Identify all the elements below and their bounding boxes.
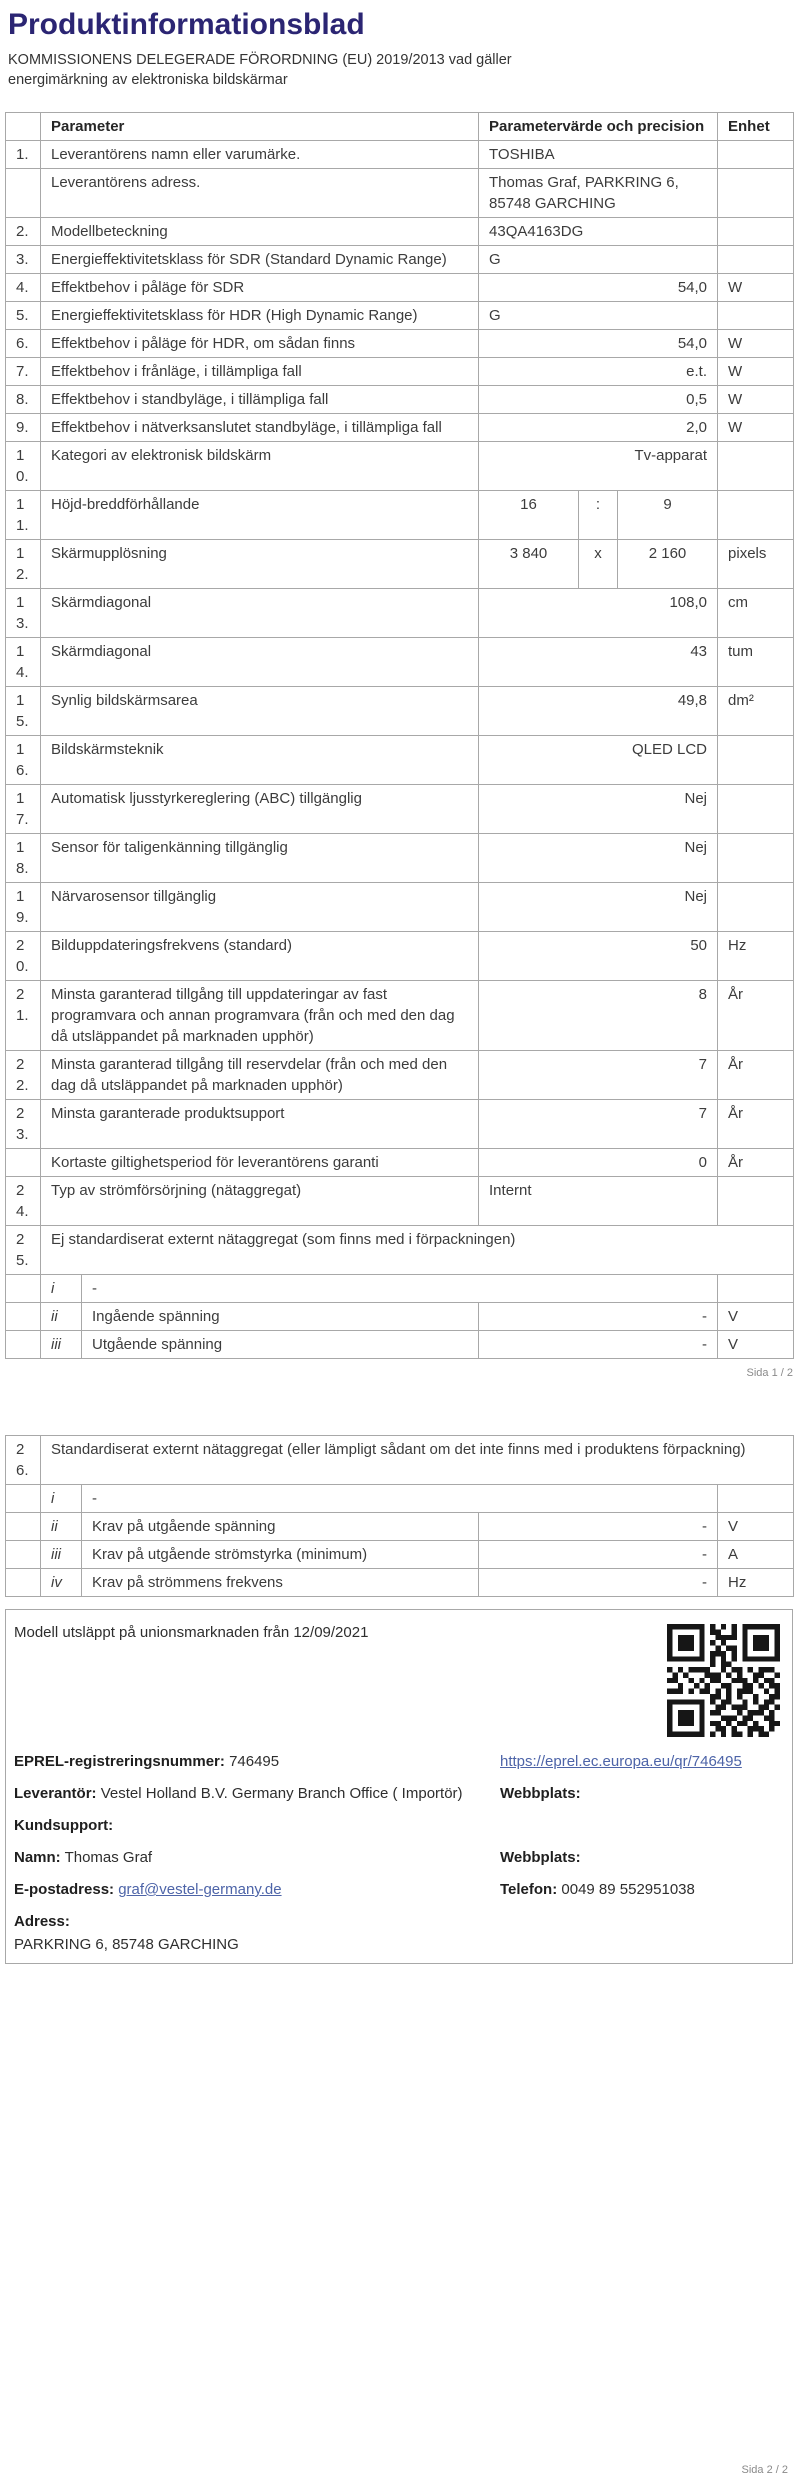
param-unit [718,785,794,834]
param-unit [718,218,794,246]
param-unit [718,736,794,785]
table-row [6,1226,794,1275]
row-number: 18. [6,834,41,883]
param-label: Effektbehov i påläge för HDR, om sådan finns [41,330,479,358]
param-label: Krav på utgående strömstyrka (minimum) [82,1541,479,1569]
name-label: Namn: [14,1849,61,1866]
row-number [6,1275,41,1303]
supplier-name: Vestel Holland B.V. Germany Branch Office ( Importör) [100,1785,463,1802]
param-label: Typ av strömförsörjning (nätaggregat) [41,1177,479,1226]
param-value: - [479,1541,718,1569]
param-label: Automatisk ljusstyrkereglering (ABC) tillgänglig [41,785,479,834]
row-number [6,1303,41,1331]
row-number: 1. [6,141,41,169]
email-label: E-postadress: [14,1881,115,1898]
table-row [6,1177,794,1226]
param-value: 8 [479,981,718,1051]
param-unit: År [718,981,794,1051]
param-value-separator: x [579,540,618,589]
param-value: Internt [479,1177,718,1226]
table-row [6,687,794,736]
param-label: Leverantörens namn eller varumärke. [41,141,479,169]
email-link[interactable]: graf@vestel-germany.de [118,1881,282,1898]
param-unit: År [718,1051,794,1100]
row-number: 19. [6,883,41,932]
param-value: 0,5 [479,386,718,414]
section-label: Standardiserat externt nätaggregat (eller lämpligt sådant om det inte finns med i produktens förpackning) [41,1436,794,1485]
param-label: Modellbeteckning [41,218,479,246]
param-unit: V [718,1513,794,1541]
table-row [6,785,794,834]
param-label: Utgående spänning [82,1331,479,1359]
row-number: 14. [6,638,41,687]
param-label: Kategori av elektronisk bildskärm [41,442,479,491]
table-row [6,1569,794,1597]
address-value: PARKRING 6, 85748 GARCHING [14,1936,239,1953]
regulation-subtitle: KOMMISSIONENS DELEGERADE FÖRORDNING (EU) 2019/2013 vad gäller energimärkning av elektroniska bildskärmar [8,52,512,88]
param-value: Thomas Graf, PARKRING 6, 85748 GARCHING [479,169,718,218]
table-row [6,932,794,981]
table-row [6,491,794,540]
row-number: 2. [6,218,41,246]
table-row [6,1149,794,1177]
param-value: 43 [479,638,718,687]
support-website-label: Webbplats: [500,1849,581,1866]
param-value-second: 9 [618,491,718,540]
row-number: 23. [6,1100,41,1149]
unit-column-header: Enhet [718,113,794,141]
param-label: Effektbehov i nätverksanslutet standbyläge, i tillämpliga fall [41,414,479,442]
row-number [6,1569,41,1597]
row-number: 11. [6,491,41,540]
param-unit: W [718,414,794,442]
param-value: - [82,1275,718,1303]
param-label: Effektbehov i frånläge, i tillämpliga fall [41,358,479,386]
param-value: Nej [479,834,718,883]
row-number [6,169,41,218]
row-number: 15. [6,687,41,736]
param-unit: cm [718,589,794,638]
param-value-separator: : [579,491,618,540]
param-label: Minsta garanterad tillgång till reservdelar (från och med den dag då utsläppandet på marknaden upphör) [41,1051,479,1100]
param-unit: W [718,358,794,386]
table-row [6,1331,794,1359]
param-value: G [479,302,718,330]
param-value: 2,0 [479,414,718,442]
table-row [6,981,794,1051]
row-number: 5. [6,302,41,330]
row-number [6,1485,41,1513]
param-label: Bilduppdateringsfrekvens (standard) [41,932,479,981]
param-unit: A [718,1541,794,1569]
param-unit [718,834,794,883]
eprel-url-link[interactable]: https://eprel.ec.europa.eu/qr/746495 [500,1753,742,1770]
contact-email [14,1879,492,1900]
param-unit: Hz [718,932,794,981]
row-number: 8. [6,386,41,414]
param-label: Krav på utgående spänning [82,1513,479,1541]
table-row [6,638,794,687]
table-header-row [6,113,794,141]
param-value: - [479,1303,718,1331]
param-value: - [479,1513,718,1541]
param-value: - [82,1485,718,1513]
row-number: 3. [6,246,41,274]
table-row [6,736,794,785]
table-row [6,883,794,932]
row-number: 17. [6,785,41,834]
param-value: - [479,1569,718,1597]
param-unit: dm² [718,687,794,736]
row-number [6,1541,41,1569]
row-number: 7. [6,358,41,386]
param-value: e.t. [479,358,718,386]
param-label: Minsta garanterad tillgång till uppdateringar av fast programvara och annan programvara (från och med den dag då utsläppandet på marknaden upphör) [41,981,479,1051]
row-number: 26. [6,1436,41,1485]
row-number: 24. [6,1177,41,1226]
page-number-1: Sida 1 / 2 [746,1367,793,1379]
param-value: 43QA4163DG [479,218,718,246]
param-label: Kortaste giltighetsperiod för leverantörens garanti [41,1149,479,1177]
param-label: Minsta garanterade produktsupport [41,1100,479,1149]
param-value: 54,0 [479,330,718,358]
param-unit [718,246,794,274]
supplier-website-label: Webbplats: [500,1785,581,1802]
param-label: Effektbehov i standbyläge, i tillämpliga fall [41,386,479,414]
param-unit: W [718,330,794,358]
row-number: 10. [6,442,41,491]
param-unit: V [718,1303,794,1331]
param-unit: W [718,386,794,414]
param-value: G [479,246,718,274]
param-value: 50 [479,932,718,981]
param-unit [718,169,794,218]
number-column-header [6,113,41,141]
row-number: 16. [6,736,41,785]
param-unit [718,491,794,540]
param-label: Närvarosensor tillgänglig [41,883,479,932]
param-unit: W [718,274,794,302]
param-label: Synlig bildskärmsarea [41,687,479,736]
page-number-2: Sida 2 / 2 [741,2464,788,2476]
param-unit [718,442,794,491]
param-label: Sensor för taligenkänning tillgänglig [41,834,479,883]
param-label: Skärmupplösning [41,540,479,589]
param-unit [718,302,794,330]
table-row [6,1436,794,1485]
phone-label: Telefon: [500,1881,558,1898]
param-unit [718,883,794,932]
param-label: Effektbehov i påläge för SDR [41,274,479,302]
param-value: Tv-apparat [479,442,718,491]
eprel-number: 746495 [229,1753,280,1770]
value-column-header: Parametervärde och precision [479,113,718,141]
param-unit: År [718,1149,794,1177]
section-label: Ej standardiserat externt nätaggregat (som finns med i förpackningen) [41,1226,794,1275]
param-value-first: 3 840 [479,540,579,589]
table-row [6,1275,794,1303]
page-title: Produktinformationsblad [8,8,365,41]
sub-index: ii [41,1513,82,1541]
table-row [6,386,794,414]
table-row [6,141,794,169]
eprel-label: EPREL-registreringsnummer: [14,1753,225,1770]
table-row [6,246,794,274]
param-value: Nej [479,883,718,932]
param-label: Energieffektivitetsklass för SDR (Standard Dynamic Range) [41,246,479,274]
param-unit [718,1485,794,1513]
parameter-table-page1 [5,112,794,1359]
contact-name [14,1847,492,1868]
table-row [6,1100,794,1149]
table-row [6,442,794,491]
param-value: - [479,1331,718,1359]
table-row [6,1051,794,1100]
param-unit [718,1177,794,1226]
param-unit: V [718,1331,794,1359]
row-number: 9. [6,414,41,442]
param-label: Krav på strömmens frekvens [82,1569,479,1597]
param-unit: tum [718,638,794,687]
table-row [6,169,794,218]
address-label: Adress: [14,1913,70,1930]
table-row [6,540,794,589]
param-value-second: 2 160 [618,540,718,589]
param-label: Skärmdiagonal [41,589,479,638]
param-value: 49,8 [479,687,718,736]
eprel-registration [14,1751,492,1772]
sub-index: i [41,1275,82,1303]
table-row [6,1303,794,1331]
contact-phone [500,1879,784,1900]
row-number: 21. [6,981,41,1051]
row-number: 22. [6,1051,41,1100]
sub-index: ii [41,1303,82,1331]
param-value: Nej [479,785,718,834]
supplier-label: Leverantör: [14,1785,97,1802]
row-number [6,1331,41,1359]
param-label: Bildskärmsteknik [41,736,479,785]
table-row [6,330,794,358]
param-unit: År [718,1100,794,1149]
param-value: 108,0 [479,589,718,638]
phone-value: 0049 89 552951038 [561,1881,695,1898]
row-number [6,1513,41,1541]
sub-index: i [41,1485,82,1513]
row-number: 20. [6,932,41,981]
customer-support-label: Kundsupport: [14,1817,114,1834]
table-row [6,414,794,442]
param-unit [718,1275,794,1303]
table-row [6,834,794,883]
param-unit [718,141,794,169]
parameter-column-header: Parameter [41,113,479,141]
param-label: Energieffektivitetsklass för HDR (High Dynamic Range) [41,302,479,330]
param-value: 54,0 [479,274,718,302]
sub-index: iv [41,1569,82,1597]
market-release-date: Modell utsläppt på unionsmarknaden från 12/09/2021 [14,1624,369,1641]
parameter-table-page2 [5,1435,794,1597]
param-label: Leverantörens adress. [41,169,479,218]
param-unit: Hz [718,1569,794,1597]
param-value: 7 [479,1100,718,1149]
param-value-first: 16 [479,491,579,540]
supplier [14,1783,492,1804]
table-row [6,358,794,386]
row-number: 6. [6,330,41,358]
param-value: 0 [479,1149,718,1177]
table-row [6,1513,794,1541]
param-unit: pixels [718,540,794,589]
param-label: Ingående spänning [82,1303,479,1331]
row-number: 12. [6,540,41,589]
row-number: 25. [6,1226,41,1275]
param-value: 7 [479,1051,718,1100]
table-row [6,589,794,638]
param-value: QLED LCD [479,736,718,785]
qr-code-icon [667,1624,780,1737]
table-row [6,274,794,302]
table-row [6,1541,794,1569]
name-value: Thomas Graf [64,1849,153,1866]
supplier-info-box [5,1609,793,1964]
param-label: Skärmdiagonal [41,638,479,687]
param-label: Höjd-breddförhållande [41,491,479,540]
table-row [6,1485,794,1513]
table-row [6,218,794,246]
row-number [6,1149,41,1177]
sub-index: iii [41,1331,82,1359]
row-number: 13. [6,589,41,638]
sub-index: iii [41,1541,82,1569]
row-number: 4. [6,274,41,302]
param-value: TOSHIBA [479,141,718,169]
table-row [6,302,794,330]
